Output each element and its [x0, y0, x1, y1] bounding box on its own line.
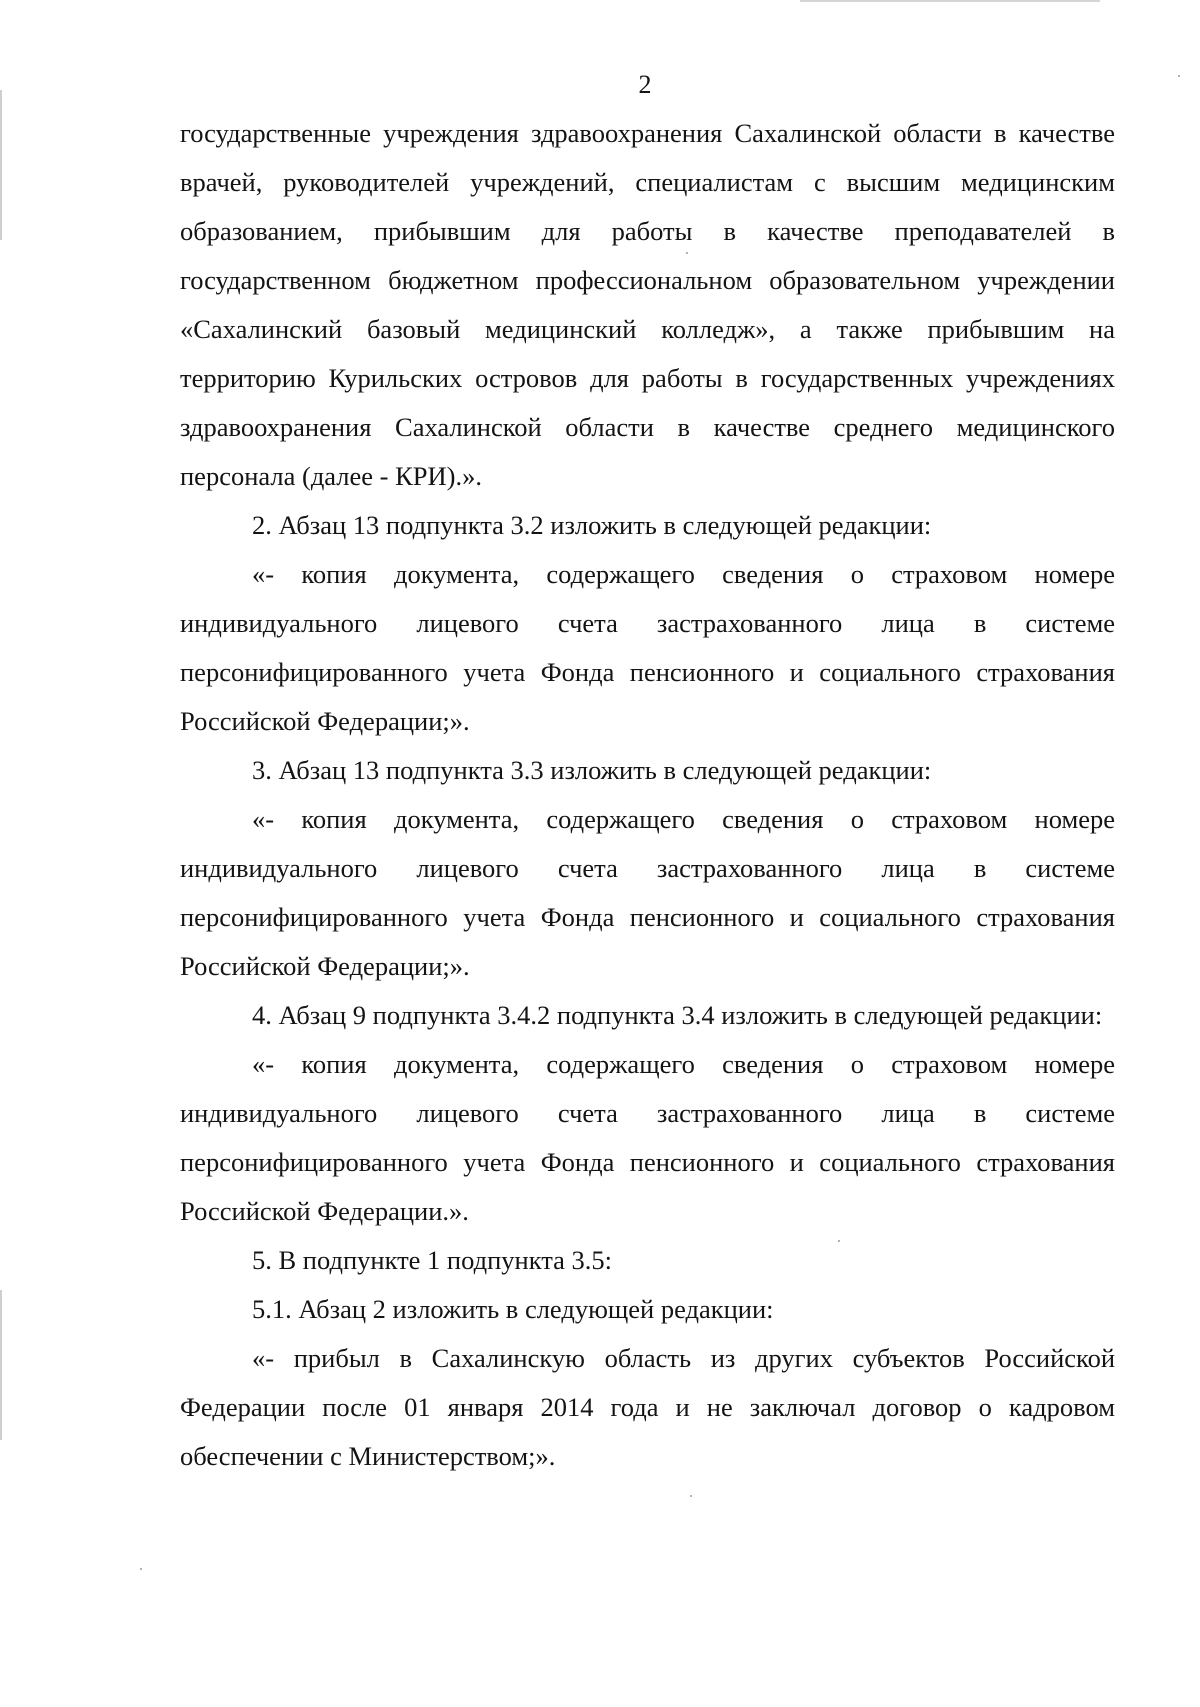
scan-artifact-top-line — [800, 0, 1100, 2]
paragraph-continuation: государственные учреждения здравоохранения Сахалинской области в качестве врачей, руководителей учреждений, специалистам с высшим медицинским образованием, прибывшим для работы в качестве преподавателей в государственном бюджетном профессиональном образовательном учреждении «Сахалинский базовый медицинский колледж», а также прибывшим на территорию Курильских островов для работы в государственных учреждениях здравоохранения Сахалинской области в качестве среднего медицинского персонала (далее - КРИ).». — [180, 118, 1115, 491]
paragraph-quote-3: «- копия документа, содержащего сведения о страховом номере индивидуального лицевого счета застрахованного лица в системе персонифицированного учета Фонда пенсионного и социального страхования Российской Федерации;». — [180, 804, 1115, 981]
paragraph-item-5-1: 5.1. Абзац 2 изложить в следующей редакции: — [252, 1294, 774, 1324]
scan-artifact-dot — [690, 1495, 692, 1497]
scan-artifact-left-edge — [0, 1290, 2, 1440]
paragraph-quote-4: «- копия документа, содержащего сведения о страховом номере индивидуального лицевого счета застрахованного лица в системе персонифицированного учета Фонда пенсионного и социального страхования Российской Федерации.». — [180, 1049, 1115, 1226]
paragraph-item-2: 2. Абзац 13 подпункта 3.2 изложить в следующей редакции: — [252, 510, 932, 540]
scan-artifact-dot — [140, 1568, 142, 1570]
page-number: 2 — [638, 70, 652, 99]
paragraph-item-4: 4. Абзац 9 подпункта 3.4.2 подпункта 3.4 изложить в следующей редакции: — [252, 1000, 1103, 1030]
document-body — [180, 109, 1115, 1481]
paragraph-item-5: 5. В подпункте 1 подпункта 3.5: — [252, 1245, 613, 1275]
paragraph-quote-2: «- копия документа, содержащего сведения о страховом номере индивидуального лицевого счета застрахованного лица в системе персонифицированного учета Фонда пенсионного и социального страхования Российской Федерации;». — [180, 559, 1115, 736]
scan-artifact-left-edge — [0, 90, 2, 240]
paragraph-quote-5-1: «- прибыл в Сахалинскую область из других субъектов Российской Федерации после 01 января 2014 года и не заключал договор о кадровом обеспечении с Министерством;». — [180, 1343, 1115, 1471]
paragraph-item-3: 3. Абзац 13 подпункта 3.3 изложить в следующей редакции: — [252, 755, 932, 785]
